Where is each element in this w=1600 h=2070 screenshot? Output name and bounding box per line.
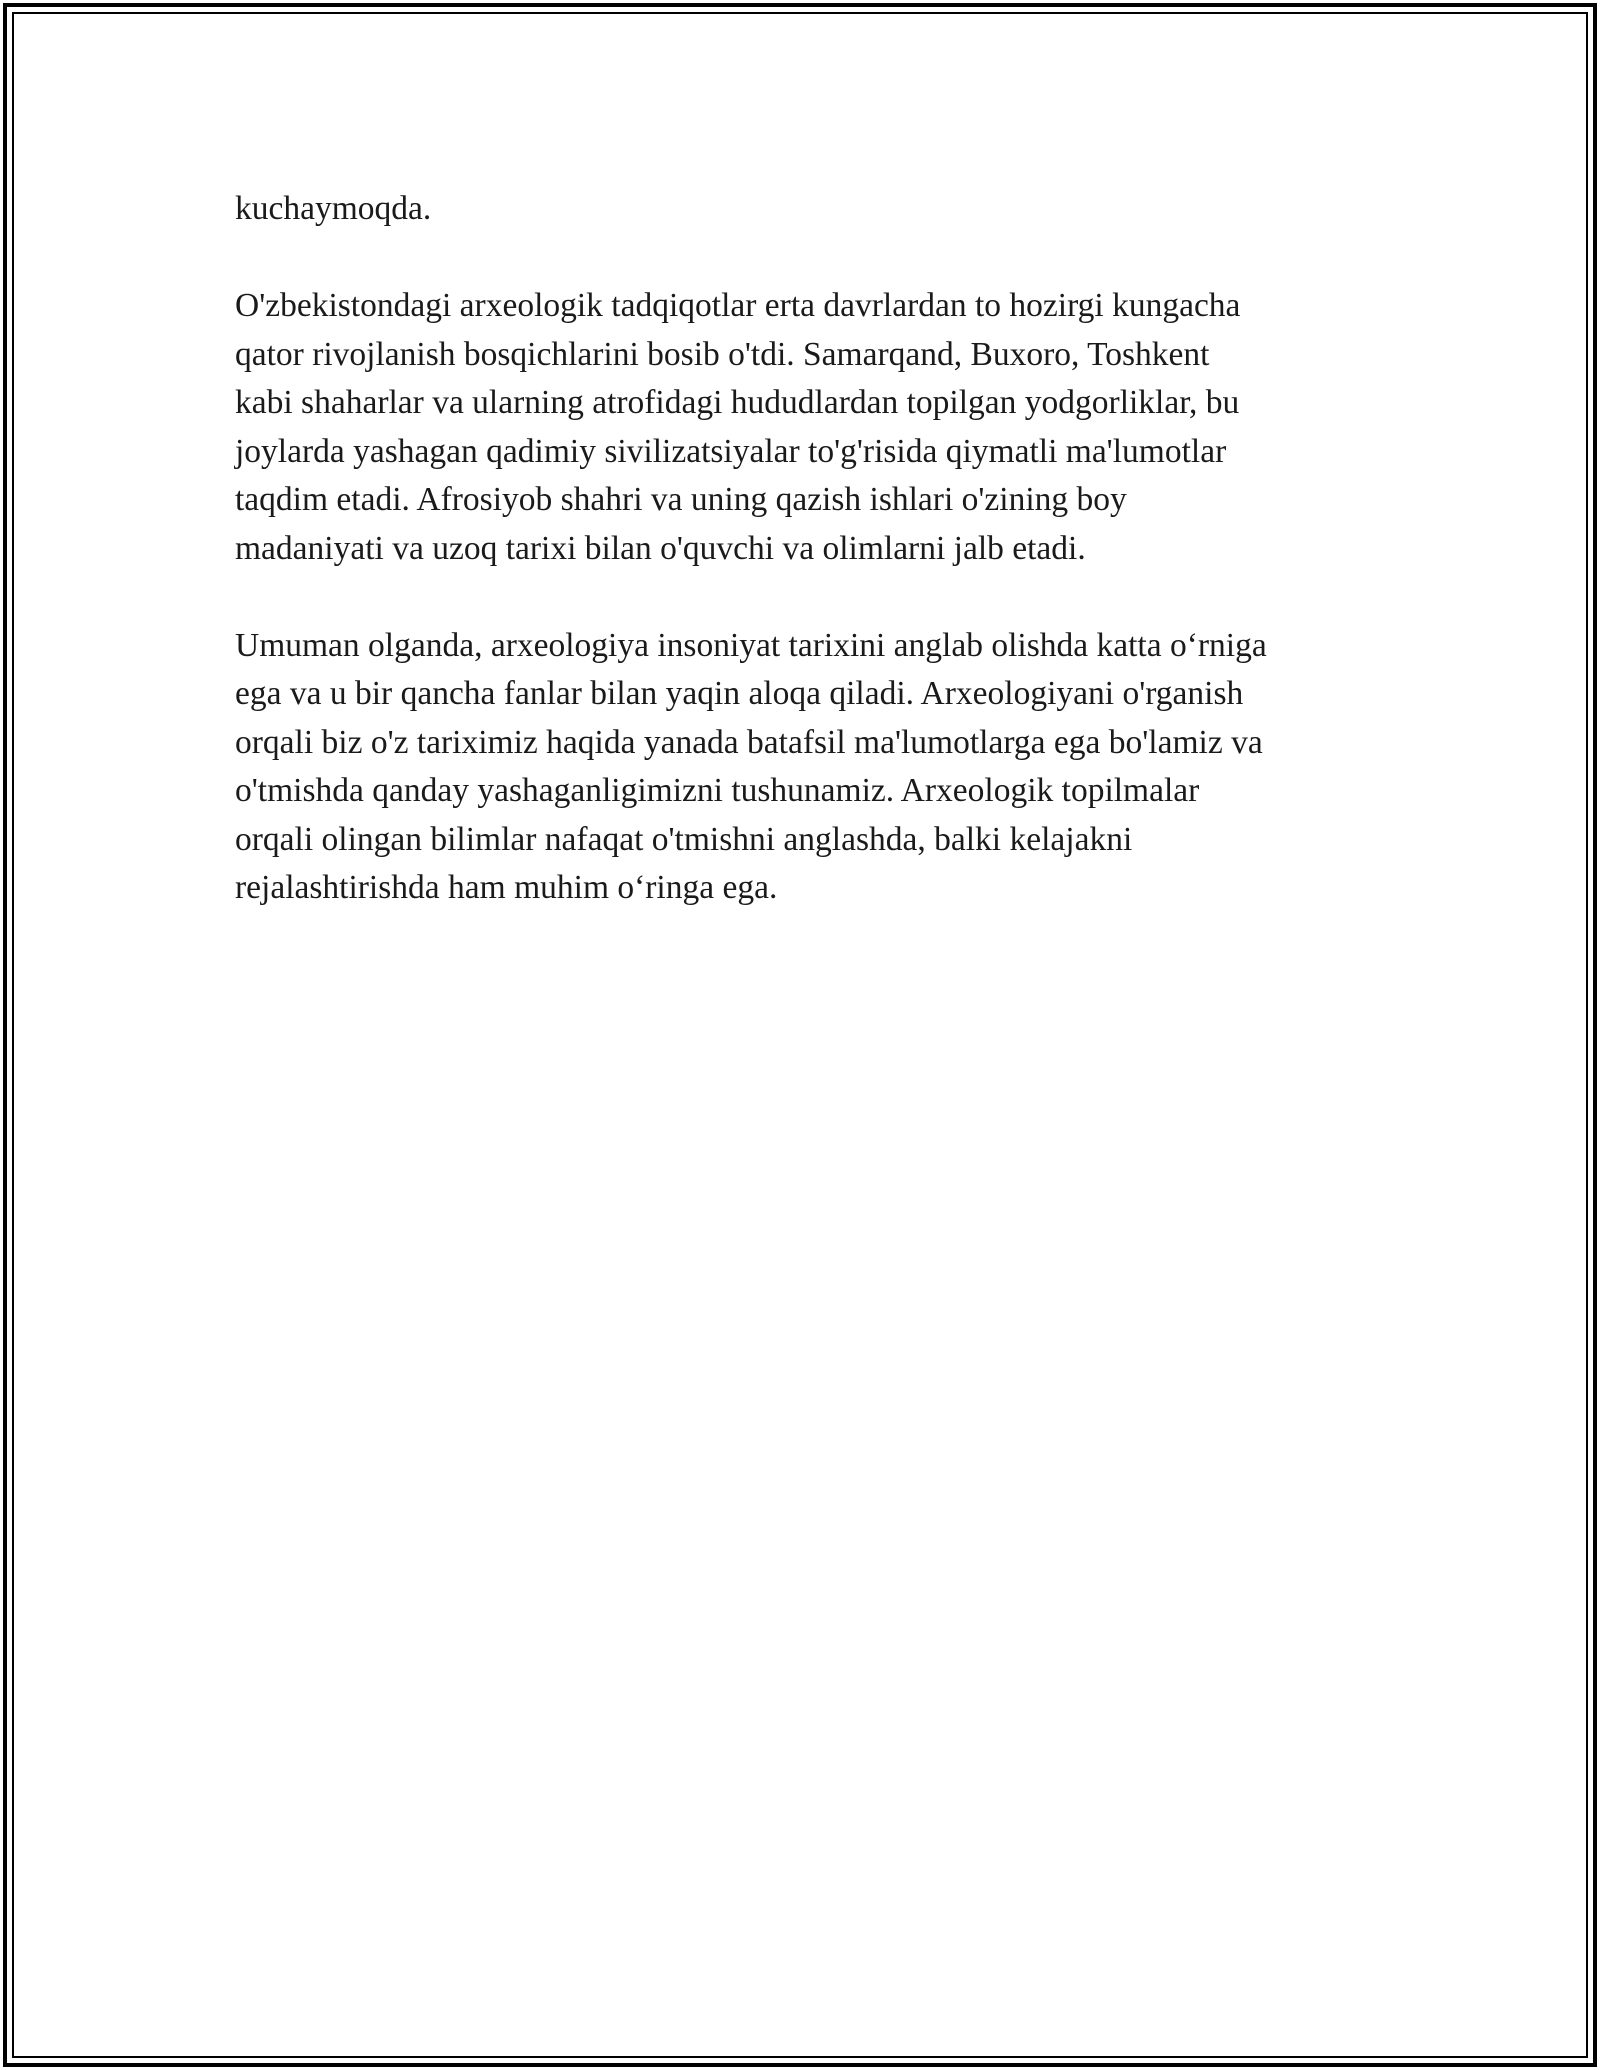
document-body xyxy=(235,185,1375,961)
paragraph-continuation: kuchaymoqda. xyxy=(235,190,432,227)
paragraph-conclusion: Umuman olganda, arxeologiya insoniyat tarixini anglab olishda katta o‘rniga ega va u bir qancha fanlar bilan yaqin aloqa qiladi. Arxeologiyani o'rganish orqali biz o'z tariximiz haqida yanada batafsil ma'lumotlarga ega bo'lamiz va o'tmishda qanday yashaganligimizni tushunamiz. Arxeologik topilmalar orqali olingan bilimlar nafaqat o'tmishni anglashda, balki kelajakni rejalashtirishda ham muhim o‘ringa ega. xyxy=(235,626,1267,906)
paragraph-uzbekistan-research: O'zbekistondagi arxeologik tadqiqotlar erta davrlardan to hozirgi kungacha qator rivojlanish bosqichlarini bosib o'tdi. Samarqand, Buxoro, Toshkent kabi shaharlar va ularning atrofidagi hududlardan topilgan yodgorliklar, bu joylarda yashagan qadimiy sivilizatsiyalar to'g'risida qiymatli ma'lumotlar taqdim etadi. Afrosiyob shahri va uning qazish ishlari o'zining boy madaniyati va uzoq tarixi bilan o'quvchi va olimlarni jalb etadi. xyxy=(235,287,1241,567)
